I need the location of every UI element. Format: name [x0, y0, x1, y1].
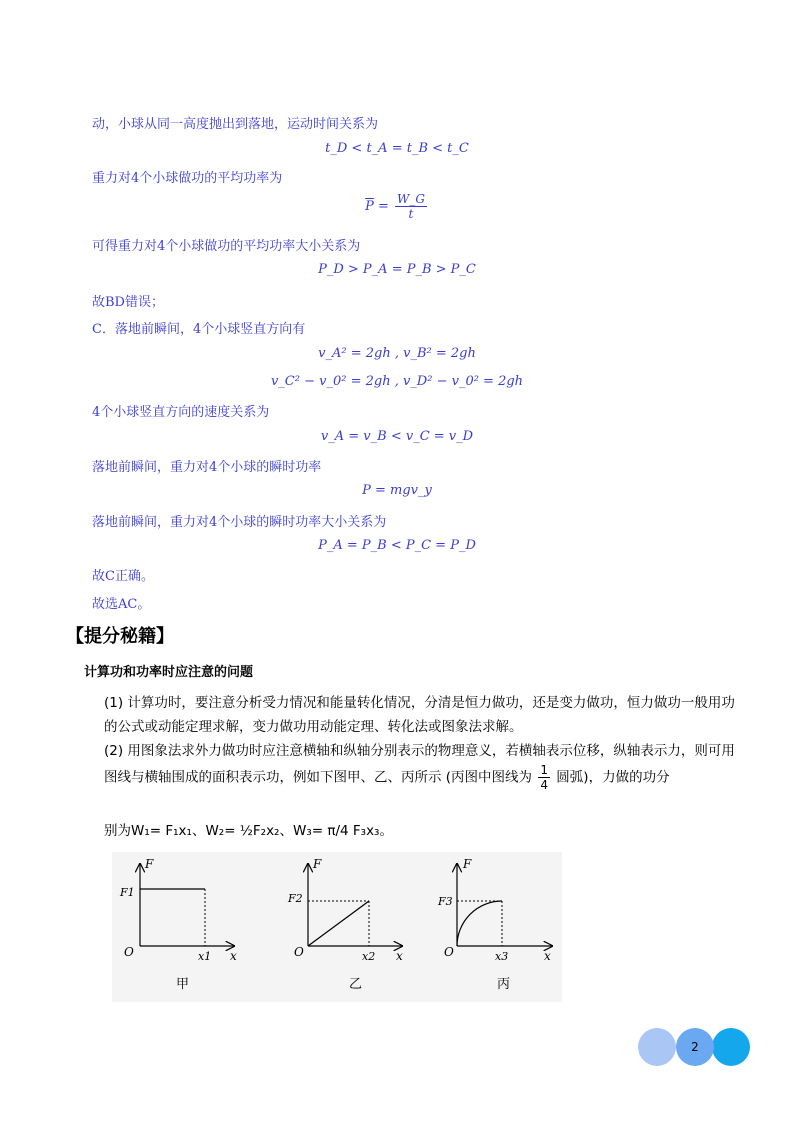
page-number-badge: [638, 1028, 750, 1066]
equation-vertical-ab: v_A² = 2gh , v_B² = 2gh: [318, 346, 476, 361]
f1-label: F1: [120, 886, 135, 899]
equation-power-comparison: P_D > P_A = P_B > P_C: [318, 262, 476, 277]
paragraph-2: (2) 用图象法求外力做功时应注意横轴和纵轴分别表示的物理意义，若横轴表示位移，纵轴表示力，则可用图线与横轴围成的面积表示功，例如下图甲、乙、丙所示 (丙图中图线为 $\frac{1}{4}$ 圆弧)，力做的功分: [104, 743, 735, 792]
x1-label: x1: [198, 950, 212, 963]
f-axis-label-bing: F: [463, 857, 472, 871]
caption-bing: 丙: [497, 977, 511, 992]
badge-circle-right: [712, 1028, 750, 1066]
caption-yi: 乙: [349, 977, 363, 992]
paragraph-1: (1) 计算功时，要注意分析受力情况和能量转化情况，分清是恒力做功，还是变力做功，恒力做功一般用功的公式或动能定理求解，变力做功用动能定理、转化法或图象法求解。: [104, 695, 735, 735]
x3-label: x3: [495, 950, 509, 963]
solution-line-8: 落地前瞬间，重力对4个小球的瞬时功率大小关系为: [92, 515, 387, 530]
solution-line-5: C．落地前瞬间，4个小球竖直方向有: [92, 322, 306, 337]
solution-line-6: 4个小球竖直方向的速度关系为: [92, 405, 270, 420]
x-axis-label-bing: x: [544, 949, 551, 963]
x-axis-label-yi: x: [396, 949, 403, 963]
x2-label: x2: [362, 950, 376, 963]
origin-label-yi: O: [294, 945, 304, 959]
quarter-fraction: $\frac{1}{4}$: [540, 763, 548, 792]
solution-line-10: 故选AC。: [92, 597, 151, 612]
origin-label-bing: O: [444, 945, 454, 959]
equation-average-power: $\overline{P}$ = $\frac{W\_G}{t}$: [365, 192, 425, 221]
equation-velocity-relation: v_A = v_B < v_C = v_D: [320, 429, 474, 444]
equation-vertical-cd: v_C² − v_0² = 2gh , v_D² − v_0² = 2gh: [270, 374, 524, 389]
equation-instant-power: P = mgv_y: [362, 483, 432, 498]
paragraph-3: 别为W₁= F₁x₁、W₂= ½F₂x₂、W₃= π/4 F₃x₃。: [104, 823, 393, 839]
solution-line-4: 故BD错误；: [92, 295, 164, 310]
section-title: 【提分秘籍】: [66, 626, 174, 647]
x-axis-label-jia: x: [230, 949, 237, 963]
caption-jia: 甲: [176, 977, 190, 992]
page-number: 2: [691, 1040, 699, 1054]
f2-label: F2: [288, 892, 303, 905]
work-graphs-figure: [112, 852, 562, 1002]
solution-line-7: 落地前瞬间，重力对4个小球的瞬时功率: [92, 460, 322, 475]
graph-yi: [287, 857, 403, 992]
solution-line-1: 动，小球从同一高度抛出到落地，运动时间关系为: [92, 117, 379, 132]
work-graphs-svg: [112, 852, 562, 1002]
solution-line-9: 故C正确。: [92, 569, 154, 584]
solution-line-3: 可得重力对4个小球做功的平均功率大小关系为: [92, 239, 361, 254]
graph-jia: [119, 857, 237, 992]
graph-bing: [437, 857, 552, 992]
section-subtitle: 计算功和功率时应注意的问题: [84, 665, 254, 680]
solution-line-2: 重力对4个小球做功的平均功率为: [92, 171, 283, 186]
origin-label-jia: O: [124, 945, 134, 959]
f-axis-label-yi: F: [313, 857, 322, 871]
equation-instant-power-relation: P_A = P_B < P_C = P_D: [318, 538, 476, 553]
equation-time-relation: t_D < t_A = t_B < t_C: [325, 141, 469, 156]
f-axis-label-jia: F: [145, 857, 154, 871]
f3-label: F3: [438, 895, 453, 908]
badge-circle-left: [638, 1028, 676, 1066]
